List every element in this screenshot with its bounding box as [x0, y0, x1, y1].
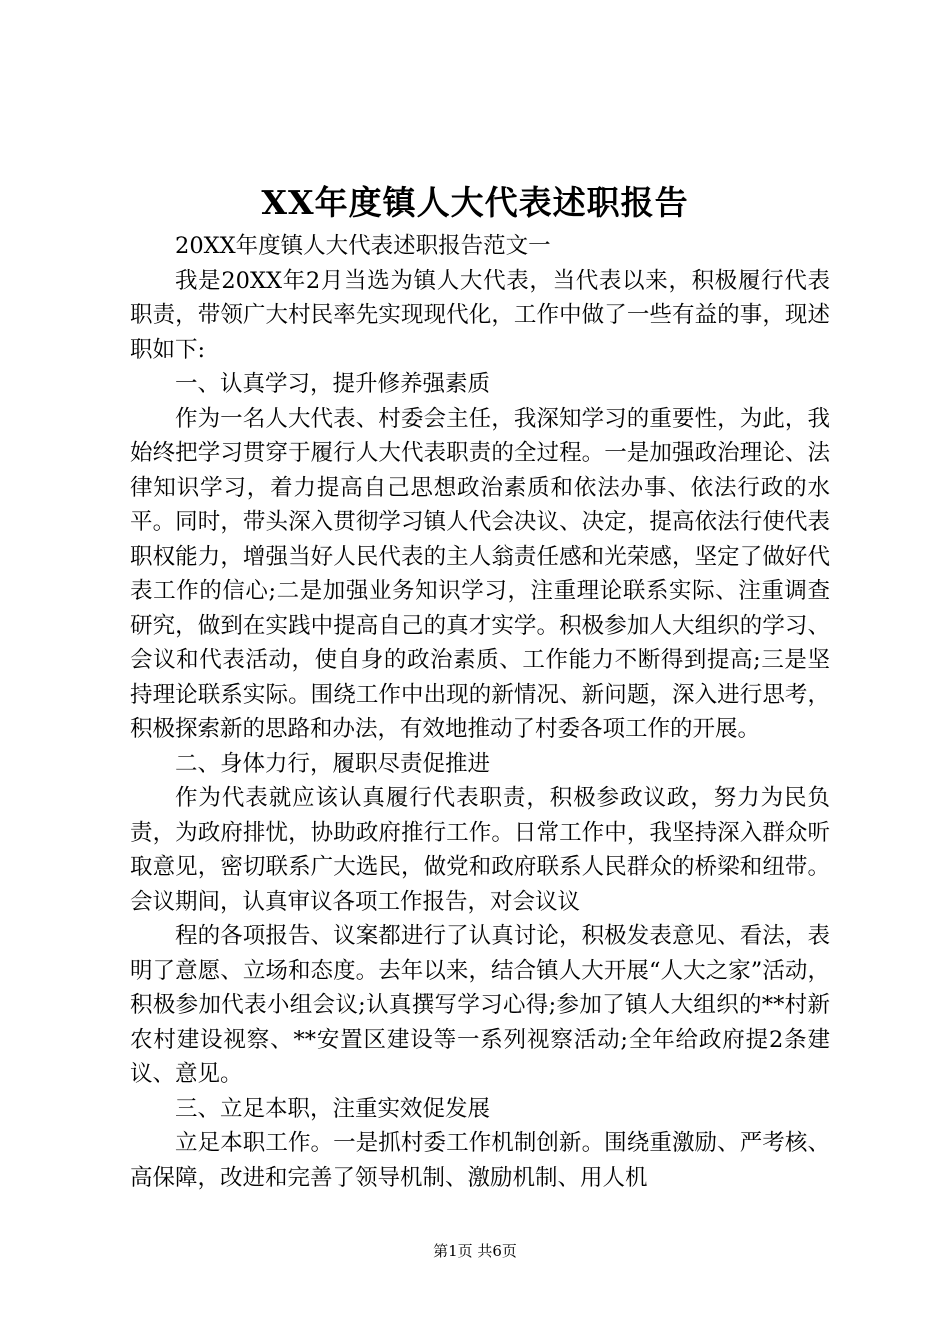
paragraph-subtitle: 20XX年度镇人大代表述职报告范文一 — [175, 233, 551, 259]
document-body — [130, 229, 830, 1195]
paragraph-section-3: 立足本职工作。一是抓村委工作机制创新。围绕重激励、严考核、高保障，改进和完善了领导机制、激励机制、用人机 — [130, 1130, 830, 1191]
paragraph-intro: 我是20XX年2月当选为镇人大代表，当代表以来，积极履行代表职责，带领广大村民率先实现现代化，工作中做了一些有益的事，现述职如下: — [130, 267, 830, 363]
section-heading-2: 二、身体力行，履职尽责促推进 — [175, 750, 491, 777]
section-heading-1: 一、认真学习，提升修养强素质 — [175, 371, 491, 397]
document-title: XX年度镇人大代表述职报告 — [261, 183, 689, 222]
page-footer: 第1页 共6页 — [433, 1242, 517, 1260]
section-heading-3: 三、立足本职，注重实效促发展 — [175, 1095, 491, 1122]
paragraph-section-2b: 程的各项报告、议案都进行了认真讨论，积极发表意见、看法，表明了意愿、立场和态度。去年以来，结合镇人大开展“人大之家”活动，积极参加代表小组会议;认真撰写学习心得;参加了镇人大组织的**村新农村建设视察、**安置区建设等一系列视察活动;全年给政府提2条建议、意见。 — [130, 923, 830, 1087]
paragraph-section-1: 作为一名人大代表、村委会主任，我深知学习的重要性，为此，我始终把学习贯穿于履行人大代表职责的全过程。一是加强政治理论、法律知识学习，着力提高自己思想政治素质和依法办事、依法行政的水平。同时，带头深入贯彻学习镇人代会决议、决定，提高依法行使代表职权能力，增强当好人民代表的主人翁责任感和光荣感，坚定了做好代表工作的信心;二是加强业务知识学习，注重理论联系实际、注重调查研究，做到在实践中提高自己的真才实学。积极参加人大组织的学习、会议和代表活动，使自身的政治素质、工作能力不断得到提高;三是坚持理论联系实际。围绕工作中出现的新情况、新问题，深入进行思考，积极探索新的思路和办法，有效地推动了村委各项工作的开展。 — [130, 405, 830, 742]
paragraph-section-2a: 作为代表就应该认真履行代表职责，积极参政议政，努力为民负责，为政府排忧，协助政府推行工作。日常工作中，我坚持深入群众听取意见，密切联系广大选民，做党和政府联系人民群众的桥梁和纽带。会议期间，认真审议各项工作报告，对会议议 — [130, 785, 830, 915]
